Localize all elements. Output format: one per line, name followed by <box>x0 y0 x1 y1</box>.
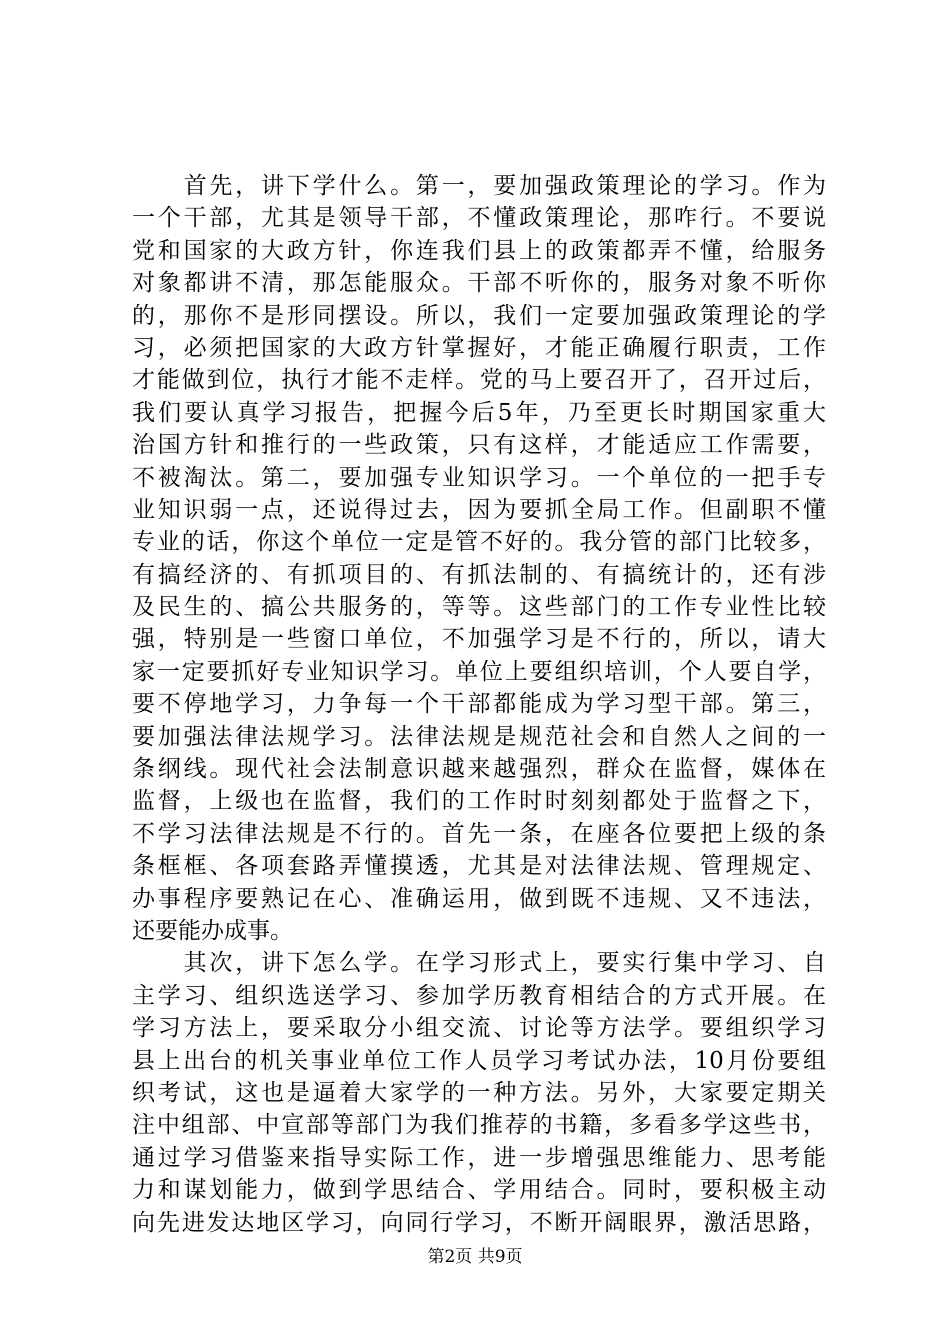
text-line: 习，必须把国家的大政方针掌握好，才能正确履行职责，工作 <box>132 334 826 361</box>
text-line: 县上出台的机关事业单位工作人员学习考试办法，10月份要组 <box>132 1047 826 1074</box>
text-line: 注中组部、中宣部等部门为我们推荐的书籍，多看多学这些书， <box>132 1112 826 1139</box>
text-line: 要不停地学习，力争每一个干部都能成为学习型干部。第三， <box>132 691 826 718</box>
text-line: 还要能办成事。 <box>132 917 293 944</box>
text-line: 党和国家的大政方针，你连我们县上的政策都弄不懂，给服务 <box>132 237 826 264</box>
text-line: 强，特别是一些窗口单位，不加强学习是不行的，所以，请大 <box>132 626 826 653</box>
text-line: 学习方法上，要采取分小组交流、讨论等方法学。要组织学习 <box>132 1015 826 1042</box>
text-line: 不被淘汰。第二，要加强专业知识学习。一个单位的一把手专 <box>132 464 826 491</box>
page-number: 第2页 共9页 <box>427 1247 523 1267</box>
text-line: 向先进发达地区学习，向同行学习，不断开阔眼界，激活思路， <box>132 1209 826 1236</box>
text-line: 我们要认真学习报告，把握今后5年，乃至更长时期国家重大 <box>132 399 826 426</box>
text-line: 不学习法律法规是不行的。首先一条，在座各位要把上级的条 <box>132 820 826 847</box>
page-footer <box>0 1245 950 1269</box>
text-line: 其次，讲下怎么学。在学习形式上，要实行集中学习、自 <box>132 950 826 977</box>
text-line: 织考试，这也是逼着大家学的一种方法。另外，大家要定期关 <box>132 1079 826 1106</box>
text-line: 专业的话，你这个单位一定是管不好的。我分管的部门比较多， <box>132 529 826 556</box>
text-line: 的，那你不是形同摆设。所以，我们一定要加强政策理论的学 <box>132 302 826 329</box>
text-line: 及民生的、搞公共服务的，等等。这些部门的工作专业性比较 <box>132 594 826 621</box>
text-line: 通过学习借鉴来指导实际工作，进一步增强思维能力、思考能 <box>132 1144 826 1171</box>
text-line: 一个干部，尤其是领导干部，不懂政策理论，那咋行。不要说 <box>132 205 826 232</box>
text-line: 办事程序要熟记在心、准确运用，做到既不违规、又不违法， <box>132 885 826 912</box>
text-line: 业知识弱一点，还说得过去，因为要抓全局工作。但副职不懂 <box>132 496 826 523</box>
text-line: 有搞经济的、有抓项目的、有抓法制的、有搞统计的，还有涉 <box>132 561 826 588</box>
text-line: 对象都讲不清，那怎能服众。干部不听你的，服务对象不听你 <box>132 270 826 297</box>
document-body <box>132 170 826 1239</box>
text-line: 监督，上级也在监督，我们的工作时时刻刻都处于监督之下， <box>132 788 826 815</box>
text-line: 力和谋划能力，做到学思结合、学用结合。同时，要积极主动 <box>132 1177 826 1204</box>
text-line: 条框框、各项套路弄懂摸透，尤其是对法律法规、管理规定、 <box>132 853 826 880</box>
text-line: 要加强法律法规学习。法律法规是规范社会和自然人之间的一 <box>132 723 826 750</box>
text-line: 首先，讲下学什么。第一，要加强政策理论的学习。作为 <box>132 173 826 199</box>
text-line: 主学习、组织选送学习、参加学历教育相结合的方式开展。在 <box>132 982 826 1009</box>
text-line: 才能做到位，执行才能不走样。党的马上要召开了，召开过后， <box>132 367 826 394</box>
text-line: 家一定要抓好专业知识学习。单位上要组织培训，个人要自学， <box>132 658 826 685</box>
text-line: 治国方针和推行的一些政策，只有这样，才能适应工作需要， <box>132 432 826 459</box>
text-line: 条纲线。现代社会法制意识越来越强烈，群众在监督，媒体在 <box>132 756 826 783</box>
